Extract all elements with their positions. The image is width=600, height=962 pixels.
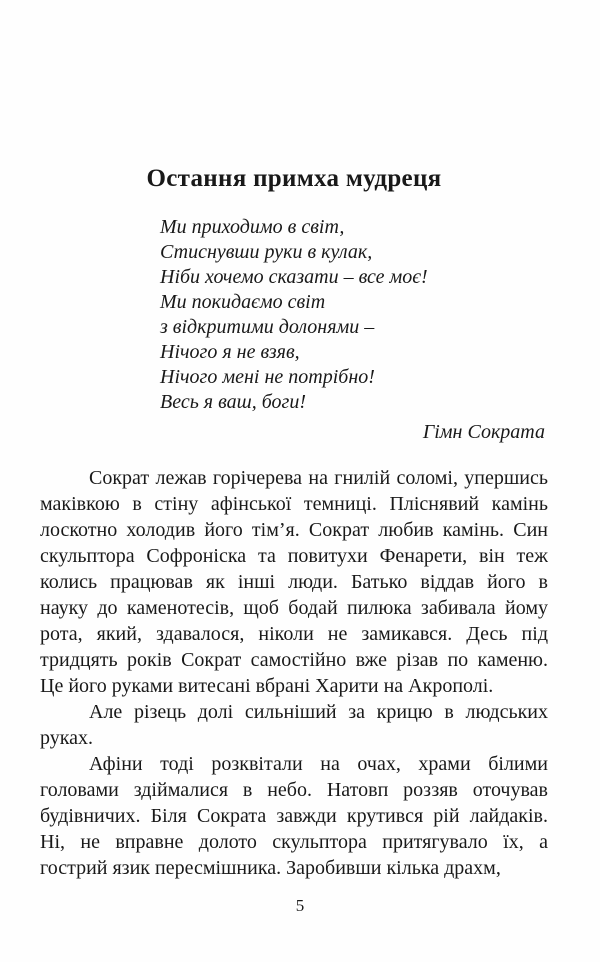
- text-line: Афіни тоді розквітали на очах, храми білими: [89, 753, 548, 775]
- chapter-title: Остання примха мудреця: [146, 165, 442, 192]
- poem-line: Нічого мені не потрібно!: [160, 366, 375, 388]
- text-line: тридцять років Сократ самостійно вже різав по каменю.: [40, 649, 548, 671]
- text-line: скульптора Софроніска та повитухи Фенарети, він теж: [40, 545, 548, 567]
- paragraph: [40, 465, 548, 699]
- poem-line: Ми приходимо в світ,: [160, 216, 345, 238]
- body-text: [40, 465, 548, 881]
- poem-line: з відкритими долонями –: [160, 316, 375, 338]
- poem-line: Стиснувши руки в кулак,: [160, 241, 373, 263]
- text-line: Сократ лежав горічерева на гнилій соломі, упершись: [89, 467, 548, 489]
- text-line: головами здіймалися в небо. Натовп роззяв оточував: [40, 779, 548, 801]
- paragraph: [40, 699, 548, 751]
- text-line: Ні, не вправне долото скульптора притягувало їх, а: [40, 831, 548, 853]
- poem-line: Ніби хочемо сказати – все моє!: [160, 266, 428, 288]
- text-line: рота, який, здавалося, ніколи не замикався. Десь під: [40, 623, 548, 645]
- text-line: будівничих. Біля Сократа завжди крутився рій лайдаків.: [40, 805, 548, 827]
- paragraph: [40, 751, 548, 881]
- text-line: маківкою в стіну афінської темниці. Пліснявий камінь: [40, 493, 548, 515]
- text-line: лоскотно холодив його тім’я. Сократ любив камінь. Син: [40, 519, 548, 541]
- epigraph-poem: [160, 215, 548, 415]
- text-line: Це його руками витесані вбрані Харити на Акрополі.: [40, 675, 494, 697]
- text-line: Але різець долі сильніший за крицю в людських: [89, 701, 548, 723]
- text-line: науку до каменотесів, щоб бодай пилюка забивала йому: [40, 597, 548, 619]
- page-number: 5: [295, 896, 305, 915]
- text-line: руках.: [40, 727, 94, 749]
- epigraph-attribution: Гімн Сократа: [422, 421, 545, 443]
- text-line: колись працював як інші люди. Батько віддав його в: [40, 571, 548, 593]
- poem-line: Ми покидаємо світ: [160, 291, 326, 313]
- poem-line: Нічого я не взяв,: [160, 341, 300, 363]
- text-line: гострий язик пересмішника. Заробивши кілька драхм,: [40, 857, 501, 879]
- poem-line: Весь я ваш, боги!: [160, 391, 307, 413]
